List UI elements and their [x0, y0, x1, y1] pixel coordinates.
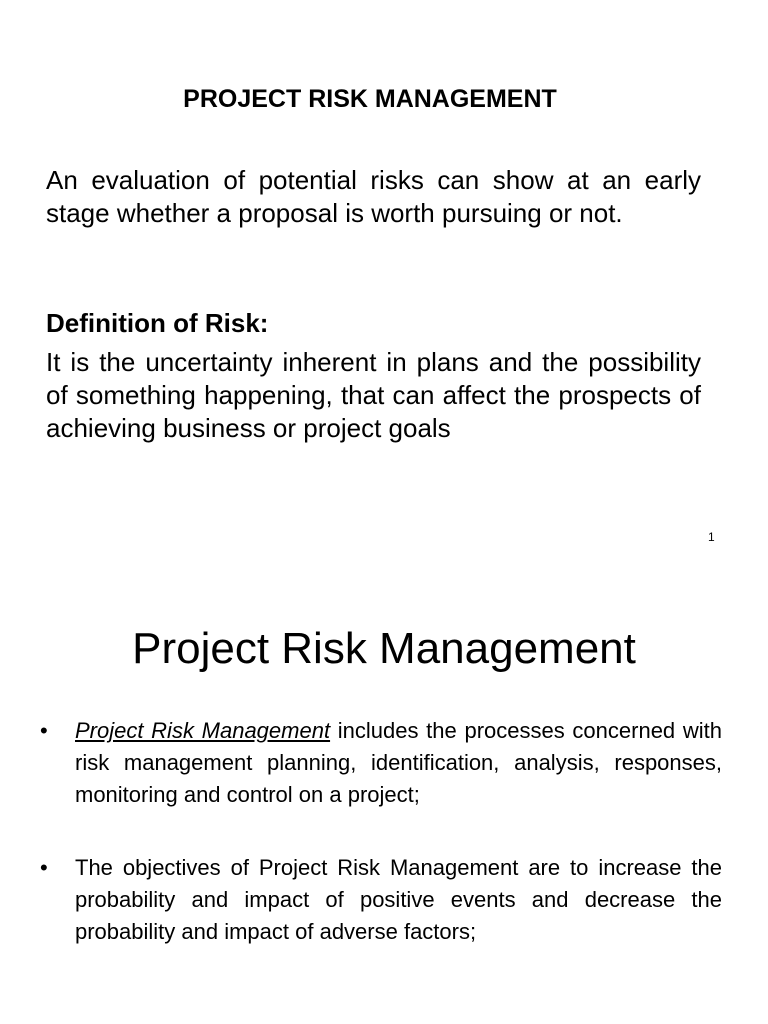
bullet-item: [40, 852, 722, 948]
bullet-marker: •: [40, 718, 48, 743]
bullet-text: The objectives of Project Risk Management are to increase the probability and impact of positive events and decrease the probability and impact of adverse factors;: [75, 855, 722, 944]
intro-paragraph: An evaluation of potential risks can show at an early stage whether a proposal is worth pursuing or not.: [46, 165, 701, 228]
definition-paragraph: It is the uncertainty inherent in plans and the possibility of something happening, that can affect the prospects of achieving business or project goals: [46, 347, 701, 443]
slide-2: [0, 575, 768, 1024]
bullet-item: [40, 715, 722, 811]
bullet-body: includes the processes concerned with risk management planning, identification, analysis, responses, monitoring and control on a project;: [75, 718, 722, 807]
bullet-text: [75, 715, 722, 811]
page-number: 1: [708, 530, 715, 544]
bullet-marker: •: [40, 855, 48, 880]
slide-1-title: PROJECT RISK MANAGEMENT: [183, 85, 557, 113]
definition-heading: Definition of Risk:: [46, 308, 269, 338]
bullet-term: Project Risk Management: [75, 718, 331, 743]
slide-2-title: Project Risk Management: [132, 624, 636, 673]
